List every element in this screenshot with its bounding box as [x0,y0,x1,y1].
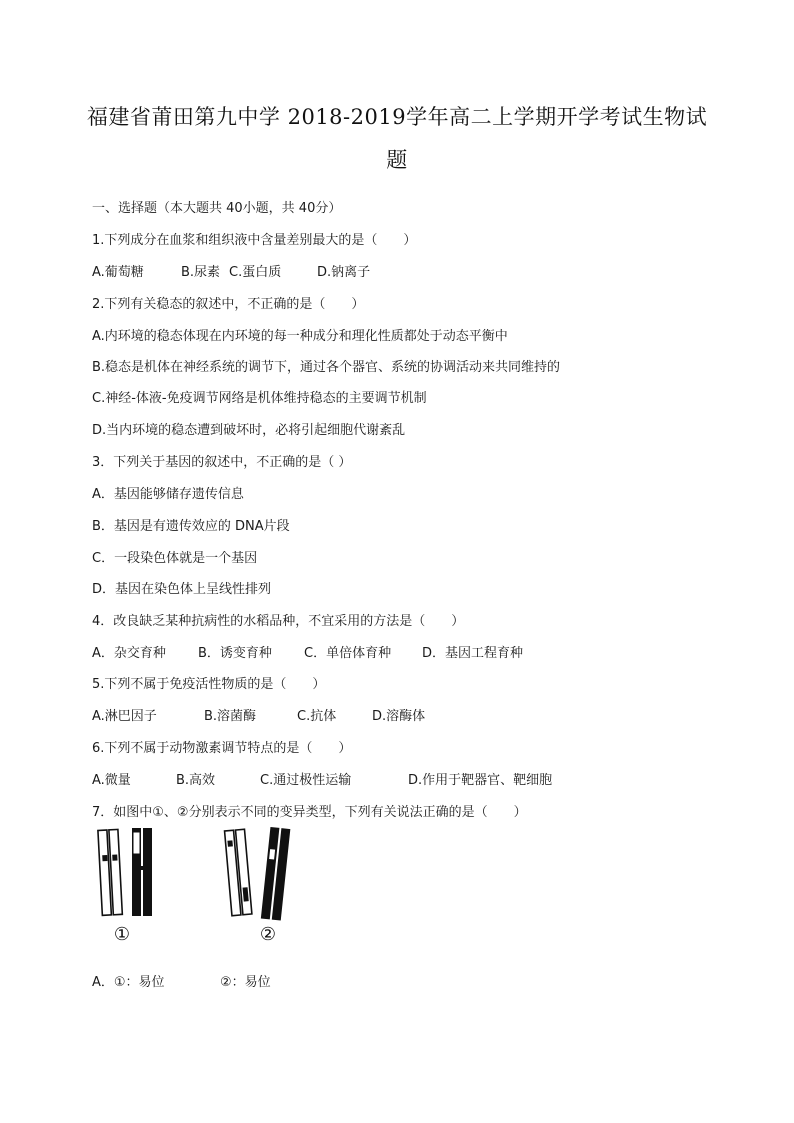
question-1-option-c: C.蛋白质 [229,265,282,280]
question-4-option-d: D．基因工程育种 [422,646,524,661]
question-3-option-d: D．基因在染色体上呈线性排列 [92,582,272,597]
question-7-stem: 7．如图中①、②分别表示不同的变异类型，下列有关说法正确的是（ ） [92,805,527,820]
question-1-option-d: D.钠离子 [317,265,371,280]
question-5-option-d: D.溶酶体 [372,709,426,724]
question-6-option-c: C.通过极性运输 [260,773,352,788]
question-4-option-a: A．杂交育种 [92,646,166,661]
question-5-stem: 5.下列不属于免疫活性物质的是（ ） [92,677,326,692]
figure-1-white-chromosome [98,829,122,915]
page-title-line-1: 福建省莆田第九中学 2018-2019学年高二上学期开学考试生物试 [86,105,708,129]
figure-2-chromosomes [225,827,291,945]
question-5-option-c: C.抗体 [297,709,337,724]
question-4-stem: 4．改良缺乏某种抗病性的水稻品种，不宜采用的方法是（ ） [92,614,465,629]
question-6-option-a: A.微量 [92,773,131,788]
figure-2-white-chromosome [225,829,252,915]
question-7-option-a: A．①：易位 [92,975,165,990]
figure-1-chromosomes [98,828,152,945]
question-7-option-a-part-2: ②：易位 [220,975,271,990]
question-2-stem: 2.下列有关稳态的叙述中，不正确的是（ ） [92,297,365,312]
question-1-stem: 1.下列成分在血浆和组织液中含量差别最大的是（ ） [92,233,417,248]
question-5-option-a: A.淋巴因子 [92,709,157,724]
question-2-option-c: C.神经-体液-免疫调节网络是机体维持稳态的主要调节机制 [92,391,427,406]
question-2-option-d: D.当内环境的稳态遭到破坏时，必将引起细胞代谢紊乱 [92,423,406,438]
question-3-option-b: B．基因是有遗传效应的 DNA片段 [92,519,290,534]
question-2-option-b: B.稳态是机体在神经系统的调节下，通过各个器官、系统的协调活动来共同维持的 [92,360,561,375]
question-4-option-c: C．单倍体育种 [304,646,392,661]
chromosome-variation-figure [88,820,318,960]
question-6-option-d: D.作用于靶器官、靶细胞 [408,773,553,788]
question-6-option-b: B.高效 [176,773,216,788]
question-1-option-a: A.葡萄糖 [92,265,144,280]
question-6-stem: 6.下列不属于动物激素调节特点的是（ ） [92,741,352,756]
figure-2-black-chromosome [261,827,291,921]
page-title-line-2: 题 [386,148,408,172]
figure-2-label: ② [259,924,277,945]
question-3-option-a: A．基因能够储存遗传信息 [92,487,244,502]
section-header: 一、选择题（本大题共 40小题，共 40分） [92,201,342,216]
question-5-option-b: B.溶菌酶 [204,709,257,724]
figure-1-black-chromosome [132,828,152,916]
question-3-option-c: C．一段染色体就是一个基因 [92,551,258,566]
figure-1-label: ① [113,924,131,945]
question-2-option-a: A.内环境的稳态体现在内环境的每一种成分和理化性质都处于动态平衡中 [92,329,508,344]
question-1-option-b: B.尿素 [181,265,221,280]
question-4-option-b: B．诱变育种 [198,646,272,661]
question-3-stem: 3．下列关于基因的叙述中，不正确的是（ ） [92,455,352,470]
